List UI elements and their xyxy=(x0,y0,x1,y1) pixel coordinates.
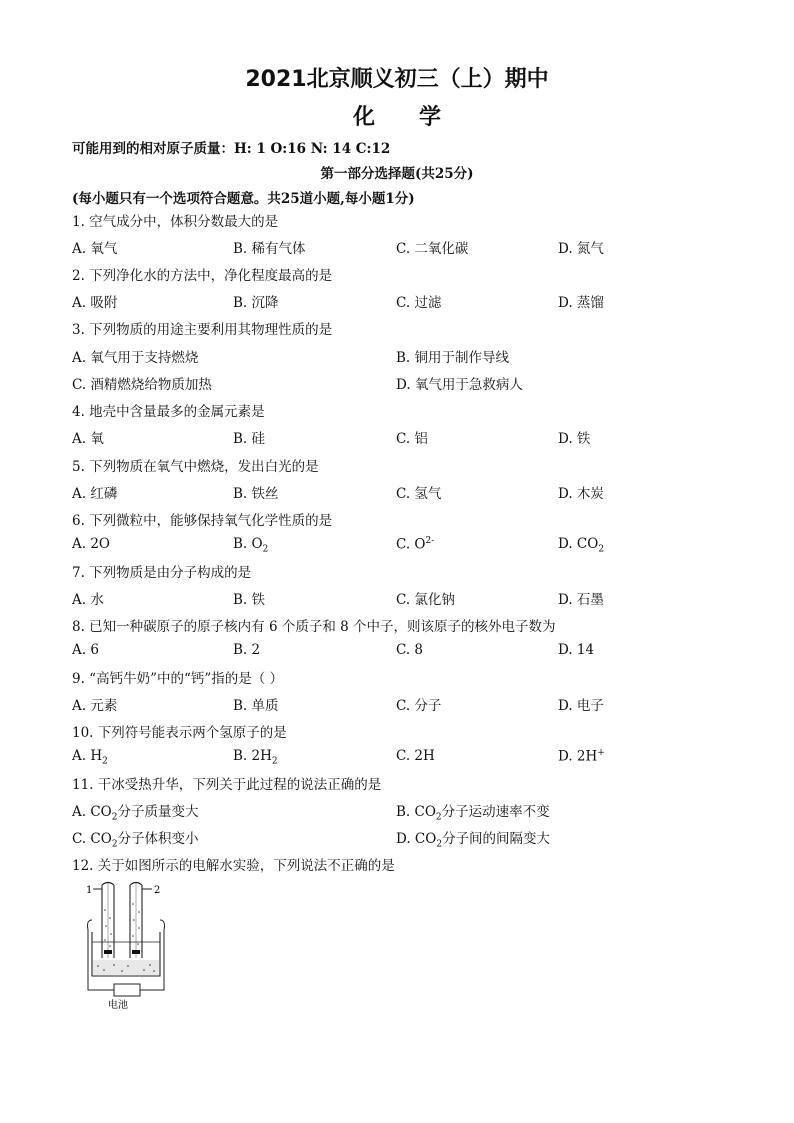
q9-option-c: C. 分子 xyxy=(396,698,442,714)
q8-option-a: A. 6 xyxy=(72,642,99,658)
q1-option-d: D. 氮气 xyxy=(558,241,604,257)
gas-bubbles xyxy=(104,903,140,947)
q6-option-b: B. $O_2$ xyxy=(233,536,269,555)
question-5: 5. 下列物质在氧气中燃烧，发出白光的是 xyxy=(72,459,319,475)
q10-option-d: D. 2H+ xyxy=(558,748,605,765)
question-3: 3. 下列物质的用途主要利用其物理性质的是 xyxy=(72,322,333,338)
q5-option-c: C. 氢气 xyxy=(396,486,442,502)
tube-label-1: 1 xyxy=(86,885,93,896)
q3-option-a: A. 氧气用于支持燃烧 xyxy=(72,350,199,366)
question-10: 10. 下列符号能表示两个氢原子的是 xyxy=(72,725,287,741)
left-test-tube xyxy=(102,883,114,959)
electrolysis-apparatus-diagram xyxy=(84,880,184,1012)
q3-option-b: B. 铜用于制作导线 xyxy=(396,350,510,366)
battery-icon xyxy=(114,984,140,996)
circuit-wires xyxy=(88,920,165,990)
question-12: 12. 关于如图所示的电解水实验，下列说法不正确的是 xyxy=(72,858,395,874)
q4-option-b: B. 硅 xyxy=(233,431,266,447)
q7-option-a: A. 水 xyxy=(72,592,104,608)
question-7: 7. 下列物质是由分子构成的是 xyxy=(72,565,252,581)
q8-option-b: B. 2 xyxy=(233,642,261,658)
question-6: 6. 下列微粒中，能够保持氧气化学性质的是 xyxy=(72,513,333,529)
q11-option-a: A. $CO_2$分子质量变大 xyxy=(72,804,199,823)
question-8: 8. 已知一种碳原子的原子核内有 6 个质子和 8 个中子，则该原子的核外电子数为 xyxy=(72,619,556,635)
battery-label: 电池 xyxy=(108,1000,128,1011)
q8-option-d: D. 14 xyxy=(558,642,595,658)
question-11: 11. 干冰受热升华，下列关于此过程的说法正确的是 xyxy=(72,777,382,793)
right-test-tube xyxy=(130,883,142,959)
question-4: 4. 地壳中含量最多的金属元素是 xyxy=(72,404,265,420)
q11-option-b: B. $CO_2$分子运动速率不变 xyxy=(396,804,550,823)
tube-label-2: 2 xyxy=(154,885,161,896)
q3-option-c: C. 酒精燃烧给物质加热 xyxy=(72,377,212,393)
q2-option-c: C. 过滤 xyxy=(396,295,442,311)
question-2: 2. 下列净化水的方法中，净化程度最高的是 xyxy=(72,268,333,284)
question-9: 9. “高钙牛奶”中的“钙”指的是（ ） xyxy=(72,671,284,687)
q5-option-a: A. 红磷 xyxy=(72,486,118,502)
q7-option-b: B. 铁 xyxy=(233,592,266,608)
q2-option-b: B. 沉降 xyxy=(233,295,279,311)
q9-option-a: A. 元素 xyxy=(72,698,118,714)
q9-option-b: B. 单质 xyxy=(233,698,279,714)
q10-option-a: A. $H_2$ xyxy=(72,748,108,767)
exam-title: 2021北京顺义初三（上）期中 xyxy=(245,67,549,92)
q5-option-d: D. 木炭 xyxy=(558,486,604,502)
q5-option-b: B. 铁丝 xyxy=(233,486,279,502)
q6-option-a: A. 2O xyxy=(72,536,110,552)
q10-option-b: B. $2H_2$ xyxy=(233,748,278,767)
instructions: (每小题只有一个选项符合题意。共25道小题,每小题1分) xyxy=(72,191,415,207)
q6-option-c: C. $O^{2-}$ xyxy=(396,536,435,553)
q11-option-c: C. $CO_2$分子体积变小 xyxy=(72,831,199,850)
q7-option-c: C. 氯化钠 xyxy=(396,592,455,608)
q8-option-c: C. 8 xyxy=(396,642,424,658)
q4-option-a: A. 氧 xyxy=(72,431,104,447)
q1-option-c: C. 二氧化碳 xyxy=(396,241,469,257)
q6-option-d: D. $CO_2$ xyxy=(558,536,605,555)
q1-option-a: A. 氧气 xyxy=(72,241,118,257)
q11-option-d: D. $CO_2$分子间的间隔变大 xyxy=(396,831,551,850)
q9-option-d: D. 电子 xyxy=(558,698,604,714)
q1-option-b: B. 稀有气体 xyxy=(233,241,306,257)
question-1: 1. 空气成分中，体积分数最大的是 xyxy=(72,214,279,230)
q2-option-a: A. 吸附 xyxy=(72,295,118,311)
part-title: 第一部分选择题(共25分) xyxy=(320,166,474,182)
q2-option-d: D. 蒸馏 xyxy=(558,295,604,311)
q4-option-d: D. 铁 xyxy=(558,431,591,447)
atomic-mass-note: 可能用到的相对原子质量：H: 1 O:16 N: 14 C:12 xyxy=(72,141,391,157)
q7-option-d: D. 石墨 xyxy=(558,592,604,608)
q4-option-c: C. 铝 xyxy=(396,431,428,447)
q3-option-d: D. 氧气用于急救病人 xyxy=(396,377,523,393)
q10-option-c: C. 2H xyxy=(396,748,435,764)
subject-title: 化学 xyxy=(352,104,485,130)
